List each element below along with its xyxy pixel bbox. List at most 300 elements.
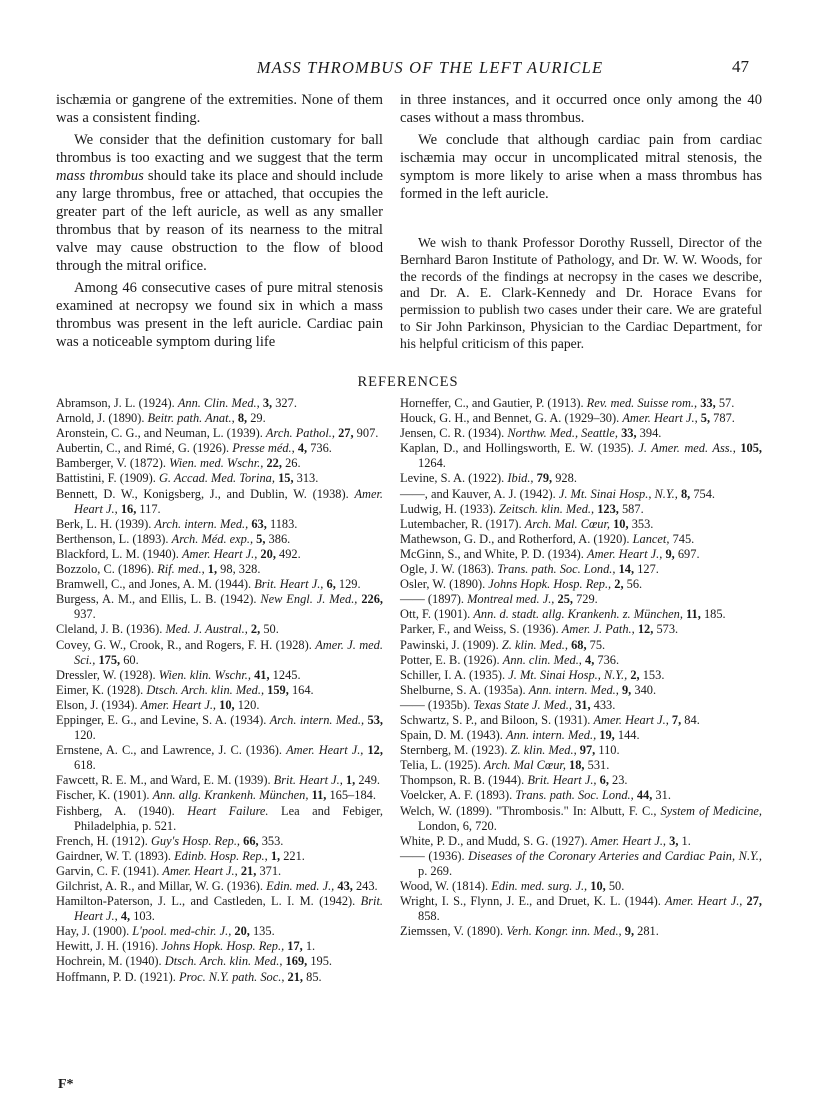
- reference-entry: [56, 517, 383, 532]
- reference-authors: Parker, F., and Weiss, S. (1936).: [400, 622, 562, 637]
- reference-volume: 25,: [557, 592, 577, 607]
- reference-journal: Dtsch. Arch. klin. Med.,: [164, 954, 286, 969]
- reference-authors: Fawcett, R. E. M., and Ward, E. M. (1939).: [56, 773, 274, 788]
- reference-authors: Arnold, J. (1890).: [56, 411, 148, 426]
- reference-pages: 153.: [642, 667, 665, 682]
- reference-volume: 19,: [599, 728, 618, 743]
- reference-pages: 1183.: [269, 516, 298, 531]
- reference-authors: —— (1935b).: [400, 697, 474, 712]
- reference-authors: Gilchrist, A. R., and Millar, W. G. (1936).: [56, 879, 267, 893]
- reference-entry: [400, 562, 762, 577]
- references-column-left: [56, 396, 383, 985]
- reference-pages: London, 6, 720.: [418, 818, 497, 833]
- reference-journal: Amer. J. Path.,: [561, 622, 638, 637]
- reference-authors: Eppinger, E. G., and Levine, S. A. (1934).: [56, 712, 270, 727]
- reference-volume: 7,: [671, 712, 685, 727]
- reference-authors: Berthenson, L. (1893).: [56, 531, 172, 546]
- reference-entry: [400, 622, 762, 637]
- reference-volume: 16,: [120, 501, 140, 516]
- signature-mark: F*: [58, 1077, 74, 1092]
- reference-entry: [56, 622, 383, 637]
- reference-pages: 573.: [656, 622, 679, 637]
- reference-volume: 15,: [278, 471, 297, 486]
- reference-volume: 6,: [599, 773, 613, 788]
- reference-authors: Hoffmann, P. D. (1921).: [56, 969, 179, 984]
- reference-entry: [56, 713, 383, 743]
- reference-pages: 928.: [555, 471, 577, 486]
- reference-authors: Hewitt, J. H. (1916).: [56, 939, 162, 954]
- reference-authors: —— (1936).: [400, 848, 469, 863]
- reference-journal: Brit. Heart J.,: [273, 773, 346, 788]
- reference-pages: 327.: [275, 396, 297, 410]
- reference-authors: Covey, G. W., Crook, R., and Rogers, F. H. (1928).: [56, 637, 316, 652]
- reference-volume: 9,: [621, 682, 635, 697]
- reference-journal: Amer. Heart J.,: [622, 411, 701, 426]
- body-column-right: [400, 91, 762, 353]
- reference-pages: 164.: [291, 682, 314, 697]
- references-heading: REFERENCES: [357, 374, 459, 390]
- reference-authors: Hamilton-Paterson, J. L., and Castleden, L. I. M. (1942).: [56, 894, 361, 909]
- reference-volume: 1,: [345, 773, 359, 788]
- reference-authors: Cleland, J. B. (1936).: [56, 622, 166, 637]
- reference-volume: 79,: [536, 471, 556, 486]
- reference-volume: 22,: [266, 456, 286, 471]
- reference-pages: 531.: [587, 758, 610, 773]
- reference-journal: Verh. Kongr. inn. Med.,: [506, 924, 625, 939]
- reference-entry: [56, 638, 383, 668]
- reference-authors: Wright, I. S., Flynn, J. E., and Druet, K. L. (1944).: [400, 894, 665, 909]
- reference-pages: p. 269.: [418, 863, 453, 878]
- reference-authors: Lutembacher, R. (1917).: [400, 516, 525, 531]
- reference-pages: 787.: [713, 411, 735, 426]
- reference-authors: Ott, F. (1901).: [400, 607, 474, 622]
- reference-journal: Diseases of the Coronary Arteries and Cardiac Pain, N.Y.,: [468, 848, 762, 863]
- reference-authors: Wood, W. (1814).: [400, 879, 492, 893]
- reference-volume: 4,: [585, 652, 598, 667]
- acknowledgement: We wish to thank Professor Dorothy Russell, Director of the Bernhard Baron Institute of Pathology, and Dr. W. W. Woods, for the records of the findings at necropsy in the cases we describe, and Dr. A. E. Clark-Kennedy and Dr. Horace Evans for permission to publish two cases under their care. We are grateful to Sir John Parkinson, Physician to the Cardiac Department, for his helpful criticism of this paper.: [400, 235, 762, 351]
- reference-entry: [56, 939, 383, 954]
- reference-pages: 729.: [576, 592, 598, 607]
- reference-volume: 53,: [367, 712, 383, 727]
- reference-entry: [400, 743, 762, 758]
- reference-volume: 97,: [579, 743, 599, 758]
- reference-authors: Fishberg, A. (1940).: [56, 803, 188, 818]
- reference-journal: Ann. clin. Med.,: [502, 652, 585, 667]
- reference-journal: Johns Hopk. Hosp. Rep.,: [161, 939, 288, 954]
- reference-volume: 66,: [243, 833, 262, 848]
- reference-entry: [56, 456, 383, 471]
- reference-journal: Wien. klin. Wschr.,: [158, 667, 255, 682]
- reference-authors: Garvin, C. F. (1941).: [56, 863, 163, 878]
- reference-entry: [56, 864, 383, 879]
- reference-pages: 195.: [310, 954, 333, 969]
- reference-pages: 120.: [237, 697, 260, 712]
- reference-journal: New Engl. J. Med.,: [260, 592, 362, 607]
- reference-authors: Battistini, F. (1909).: [56, 471, 159, 486]
- reference-authors: Houck, G. H., and Bennet, G. A. (1929–30).: [400, 411, 623, 426]
- reference-journal: Amer. Heart J.,: [286, 743, 368, 758]
- reference-entry: [56, 683, 383, 698]
- reference-authors: Voelcker, A. F. (1893).: [400, 788, 516, 803]
- reference-entry: [56, 773, 383, 788]
- reference-authors: Shelburne, S. A. (1935a).: [400, 682, 529, 697]
- reference-entry: [400, 517, 762, 532]
- reference-authors: Bozzolo, C. (1896).: [56, 562, 158, 577]
- reference-journal: Edin. med. surg. J.,: [491, 879, 591, 893]
- reference-journal: Edin. med. J.,: [266, 879, 338, 893]
- reference-journal: Ann. Clin. Med.,: [177, 396, 263, 410]
- reference-journal: Heart Failure.: [187, 803, 282, 818]
- reference-authors: Berk, L. H. (1939).: [56, 516, 155, 531]
- reference-authors: Ogle, J. W. (1863).: [400, 562, 498, 577]
- reference-volume: 44,: [636, 788, 656, 803]
- reference-pages: 117.: [139, 501, 161, 516]
- reference-journal: Proc. N.Y. path. Soc.,: [178, 969, 288, 984]
- reference-entry: [56, 743, 383, 773]
- reference-pages: 129.: [338, 577, 361, 592]
- reference-entry: [400, 638, 762, 653]
- reference-journal: Presse méd.,: [232, 441, 298, 456]
- reference-entry: [400, 502, 762, 517]
- reference-pages: 340.: [634, 682, 657, 697]
- reference-pages: 120.: [74, 728, 96, 743]
- reference-entry: [400, 894, 762, 924]
- reference-authors: Bramwell, C., and Jones, A. M. (1944).: [56, 577, 255, 592]
- reference-pages: 85.: [306, 969, 322, 984]
- reference-pages: 165–184.: [329, 788, 376, 803]
- reference-pages: 353.: [261, 833, 284, 848]
- reference-pages: 31.: [655, 788, 671, 803]
- reference-entry: [56, 471, 383, 486]
- reference-volume: 27,: [746, 894, 763, 909]
- reference-journal: Med. J. Austral.,: [165, 622, 251, 637]
- reference-entry: [400, 426, 762, 441]
- reference-volume: 43,: [337, 879, 356, 893]
- reference-volume: 175,: [98, 652, 124, 667]
- reference-journal: Montreal med. J.,: [467, 592, 558, 607]
- reference-authors: Schwartz, S. P., and Biloon, S. (1931).: [400, 712, 594, 727]
- reference-pages: 50.: [608, 879, 625, 893]
- reference-pages: 1.: [681, 833, 691, 848]
- body-paragraph: We conclude that although cardiac pain from cardiac ischæmia may occur in uncomplicated mitral stenosis, the symptom is more likely to arise when a mass thrombus has formed in the left auricle.: [400, 132, 762, 202]
- reference-entry: [56, 577, 383, 592]
- reference-authors: Kaplan, D., and Hollingsworth, E. W. (1935).: [400, 441, 639, 456]
- running-head: MASS THROMBUS OF THE LEFT AURICLE: [256, 58, 604, 77]
- reference-journal: Zeitsch. klin. Med.,: [499, 501, 598, 516]
- reference-pages: 50.: [263, 622, 279, 637]
- reference-volume: 41,: [254, 667, 273, 682]
- emphasis-term: mass thrombus: [56, 168, 144, 184]
- reference-journal: Amer. Heart J.,: [587, 546, 666, 561]
- reference-volume: 159,: [267, 682, 292, 697]
- reference-pages: 745.: [672, 531, 695, 546]
- reference-volume: 9,: [624, 924, 638, 939]
- reference-authors: Hochrein, M. (1940).: [56, 954, 165, 969]
- reference-journal: Amer. Heart J.,: [593, 712, 672, 727]
- reference-journal: Z. klin. Med.,: [510, 743, 580, 758]
- reference-journal: Johns Hopk. Hosp. Rep.,: [488, 577, 615, 592]
- reference-entry: [400, 532, 762, 547]
- reference-pages: 697.: [677, 546, 700, 561]
- reference-journal: Arch. Mal Cœur,: [483, 758, 570, 773]
- reference-pages: 23.: [612, 773, 628, 788]
- reference-volume: 68,: [571, 637, 590, 652]
- reference-entry: [56, 562, 383, 577]
- reference-authors: Aubertin, C., and Rimé, G. (1926).: [56, 441, 233, 456]
- reference-authors: Levine, S. A. (1922).: [400, 471, 508, 486]
- reference-authors: Potter, E. B. (1926).: [400, 652, 503, 667]
- reference-journal: Dtsch. Arch. klin. Med.,: [146, 682, 268, 697]
- reference-pages: 937.: [74, 607, 96, 622]
- reference-volume: 5,: [700, 411, 714, 426]
- reference-authors: Jensen, C. R. (1934).: [400, 426, 508, 441]
- reference-entry: [56, 894, 383, 924]
- body-paragraph: We consider that the definition customary for ball thrombus is too exacting and we suggest that the term mass thrombus should take its place and should include any large thrombus, free or attached, that occupies the greater part of the left auricle, as well as any smaller thrombus that by reason of its nearness to the mitral valve may cause obstruction to the flow of blood through the mitral orifice.: [56, 132, 383, 274]
- reference-journal: J. Mt. Sinai Hosp., N.Y.,: [508, 667, 631, 682]
- reference-entry: [56, 849, 383, 864]
- reference-pages: 1264.: [418, 456, 446, 471]
- reference-volume: 1,: [270, 848, 284, 863]
- reference-pages: 243.: [355, 879, 378, 893]
- reference-journal: Arch. Pathol.,: [265, 426, 339, 441]
- reference-authors: Blackford, L. M. (1940).: [56, 546, 182, 561]
- reference-authors: Mathewson, G. D., and Rotherford, A. (1920).: [400, 531, 633, 546]
- reference-volume: 9,: [665, 546, 678, 561]
- reference-volume: 4,: [297, 441, 311, 456]
- reference-volume: 33,: [700, 396, 719, 410]
- reference-entry: [400, 728, 762, 743]
- reference-authors: Ziemssen, V. (1890).: [400, 924, 507, 939]
- reference-authors: White, P. D., and Mudd, S. G. (1927).: [400, 833, 591, 848]
- reference-volume: 3,: [262, 396, 276, 410]
- reference-authors: Burgess, A. M., and Ellis, L. B. (1942).: [56, 592, 261, 607]
- reference-entry: [56, 834, 383, 849]
- reference-journal: Lancet,: [632, 531, 673, 546]
- references-column-right: [400, 396, 762, 939]
- reference-volume: 17,: [287, 939, 306, 954]
- reference-volume: 2,: [614, 577, 627, 592]
- reference-entry: [56, 924, 383, 939]
- reference-entry: [56, 592, 383, 622]
- reference-entry: [400, 607, 762, 622]
- reference-pages: 60.: [123, 652, 139, 667]
- reference-journal: J. Amer. med. Ass.,: [638, 441, 741, 456]
- reference-authors: Welch, W. (1899). "Thrombosis." In: Albutt, F. C.,: [400, 803, 661, 818]
- reference-volume: 123,: [597, 501, 622, 516]
- reference-volume: 12,: [637, 622, 657, 637]
- reference-pages: 84.: [684, 712, 700, 727]
- reference-entry: [56, 954, 383, 969]
- reference-journal: Ann. intern. Med.,: [528, 682, 622, 697]
- reference-journal: Amer. Heart J.,: [181, 546, 261, 561]
- reference-entry: [400, 773, 762, 788]
- reference-pages: 394.: [639, 426, 662, 441]
- reference-entry: [400, 471, 762, 486]
- reference-volume: 10,: [219, 697, 238, 712]
- reference-entry: [400, 653, 762, 668]
- reference-pages: 587.: [621, 501, 644, 516]
- reference-pages: 371.: [259, 863, 282, 878]
- reference-pages: 1.: [305, 939, 316, 954]
- reference-authors: —— (1897).: [400, 592, 468, 607]
- reference-volume: 20,: [260, 546, 280, 561]
- reference-journal: Arch. Méd. exp.,: [171, 531, 257, 546]
- reference-volume: 2,: [630, 667, 643, 682]
- reference-volume: 11,: [686, 607, 704, 622]
- reference-entry: [56, 487, 383, 517]
- reference-pages: 907.: [356, 426, 379, 441]
- reference-authors: Bennett, D. W., Konigsberg, J., and Dublin, W. (1938).: [56, 486, 355, 501]
- reference-journal: Edinb. Hosp. Rep.,: [174, 848, 271, 863]
- reference-pages: 313.: [296, 471, 319, 486]
- reference-journal: L'pool. med-chir. J.,: [132, 924, 235, 939]
- reference-pages: 135.: [252, 924, 275, 939]
- reference-volume: 1,: [207, 562, 221, 577]
- reference-entry: [400, 788, 762, 803]
- reference-volume: 5,: [256, 531, 269, 546]
- reference-journal: Brit. Heart J.,: [527, 773, 600, 788]
- reference-journal: Arch. intern. Med.,: [269, 712, 368, 727]
- reference-entry: [400, 487, 762, 502]
- reference-authors: French, H. (1912).: [56, 833, 151, 848]
- reference-pages: 103.: [133, 909, 155, 924]
- reference-authors: Schiller, I. A. (1935).: [400, 667, 509, 682]
- reference-pages: 858.: [418, 909, 440, 924]
- reference-pages: 1245.: [272, 667, 301, 682]
- reference-entry: [400, 804, 762, 834]
- reference-volume: 63,: [251, 516, 270, 531]
- reference-pages: 221.: [283, 848, 305, 863]
- reference-entry: [400, 834, 762, 849]
- reference-journal: Rif. med.,: [157, 562, 208, 577]
- reference-volume: 105,: [740, 441, 762, 456]
- reference-entry: [56, 532, 383, 547]
- reference-authors: Spain, D. M. (1943).: [400, 728, 507, 743]
- reference-entry: [56, 547, 383, 562]
- reference-volume: 21,: [240, 863, 260, 878]
- reference-pages: 26.: [285, 456, 301, 471]
- reference-pages: 618.: [74, 758, 96, 773]
- reference-volume: 169,: [285, 954, 311, 969]
- reference-authors: Hay, J. (1900).: [56, 924, 133, 939]
- reference-journal: Z. klin. Med.,: [501, 637, 572, 652]
- reference-entry: [56, 879, 383, 894]
- reference-volume: 6,: [326, 577, 339, 592]
- reference-journal: J. Mt. Sinai Hosp., N.Y.,: [558, 486, 681, 501]
- reference-entry: [400, 758, 762, 773]
- reference-authors: Aronstein, C. G., and Neuman, L. (1939).: [56, 426, 266, 441]
- reference-pages: 281.: [637, 924, 659, 939]
- reference-volume: 21,: [287, 969, 307, 984]
- reference-journal: Ann. allg. Krankenh. München,: [152, 788, 312, 803]
- reference-authors: Fischer, K. (1901).: [56, 788, 153, 803]
- reference-volume: 8,: [680, 486, 694, 501]
- reference-pages: 127.: [637, 562, 659, 577]
- reference-journal: Ann. d. stadt. allg. Krankenh. z. München,: [473, 607, 687, 622]
- reference-entry: [400, 396, 762, 411]
- reference-journal: Amer. Heart J.,: [665, 894, 747, 909]
- reference-pages: 185.: [703, 607, 726, 622]
- reference-pages: 75.: [589, 637, 606, 652]
- reference-entry: [400, 592, 762, 607]
- reference-volume: 20,: [234, 924, 253, 939]
- reference-journal: Trans. path. Soc. Lond.,: [497, 562, 619, 577]
- reference-authors: Thompson, R. B. (1944).: [400, 773, 528, 788]
- reference-pages: 754.: [693, 486, 716, 501]
- reference-entry: [56, 441, 383, 456]
- reference-journal: Northw. Med., Seattle,: [507, 426, 622, 441]
- reference-authors: Horneffer, C., and Gautier, P. (1913).: [400, 396, 587, 410]
- reference-volume: 31,: [575, 697, 594, 712]
- reference-authors: Ernstene, A. C., and Lawrence, J. C. (1936).: [56, 743, 287, 758]
- reference-volume: 18,: [569, 758, 588, 773]
- reference-authors: Dressler, W. (1928).: [56, 667, 159, 682]
- reference-journal: Texas State J. Med.,: [473, 697, 576, 712]
- reference-volume: 12,: [367, 743, 383, 758]
- reference-pages: Lea and Febiger, Philadelphia, p. 521.: [74, 803, 383, 833]
- reference-journal: Amer. Heart J.,: [162, 863, 241, 878]
- reference-volume: 27,: [338, 426, 357, 441]
- reference-volume: 11,: [311, 788, 330, 803]
- reference-journal: Wien. med. Wschr.,: [169, 456, 267, 471]
- reference-volume: 10,: [590, 879, 609, 893]
- reference-entry: [400, 924, 762, 939]
- reference-volume: 33,: [621, 426, 640, 441]
- reference-pages: 249.: [358, 773, 380, 788]
- reference-pages: 736.: [310, 441, 332, 456]
- reference-authors: Telia, L. (1925).: [400, 758, 484, 773]
- reference-entry: [400, 668, 762, 683]
- body-paragraph: Among 46 consecutive cases of pure mitral stenosis examined at necropsy we found six in which a mass thrombus was present in the left auricle. Cardiac pain was a noticeable symptom during life: [56, 280, 383, 350]
- reference-entry: [400, 683, 762, 698]
- reference-volume: 3,: [669, 833, 682, 848]
- reference-pages: 110.: [598, 743, 620, 758]
- body-paragraph: in three instances, and it occurred once only among the 40 cases without a mass thrombus.: [400, 92, 762, 126]
- reference-journal: Arch. intern. Med.,: [154, 516, 252, 531]
- reference-volume: 14,: [618, 562, 638, 577]
- reference-authors: Bamberger, V. (1872).: [56, 456, 170, 471]
- reference-volume: 2,: [250, 622, 264, 637]
- reference-volume: 4,: [120, 909, 134, 924]
- reference-entry: [56, 788, 383, 803]
- reference-pages: 144.: [617, 728, 640, 743]
- reference-journal: Brit. Heart J.,: [254, 577, 327, 592]
- reference-authors: Sternberg, M. (1923).: [400, 743, 511, 758]
- reference-pages: 433.: [593, 697, 616, 712]
- reference-authors: Elson, J. (1934).: [56, 697, 141, 712]
- reference-entry: [56, 804, 383, 834]
- reference-pages: 29.: [250, 411, 266, 426]
- reference-entry: [400, 698, 762, 713]
- reference-authors: ——, and Kauver, A. J. (1942).: [400, 486, 559, 501]
- reference-volume: 10,: [613, 516, 632, 531]
- reference-pages: 386.: [268, 531, 291, 546]
- reference-pages: 98, 328.: [220, 562, 261, 577]
- reference-journal: Ann. intern. Med.,: [506, 728, 600, 743]
- reference-journal: System of Medicine,: [660, 803, 762, 818]
- reference-journal: Trans. path. Soc. Lond.,: [515, 788, 637, 803]
- page-number: 47: [732, 57, 749, 76]
- reference-entry: [400, 411, 762, 426]
- reference-authors: Gairdner, W. T. (1893).: [56, 848, 175, 863]
- reference-entry: [56, 668, 383, 683]
- reference-entry: [56, 970, 383, 985]
- reference-journal: Amer. Heart J.,: [590, 833, 670, 848]
- reference-journal: Amer. Heart J.,: [74, 486, 383, 516]
- reference-journal: Arch. Mal. Cœur,: [524, 516, 614, 531]
- reference-pages: 492.: [279, 546, 301, 561]
- reference-journal: Amer. J. med. Sci.,: [74, 637, 383, 667]
